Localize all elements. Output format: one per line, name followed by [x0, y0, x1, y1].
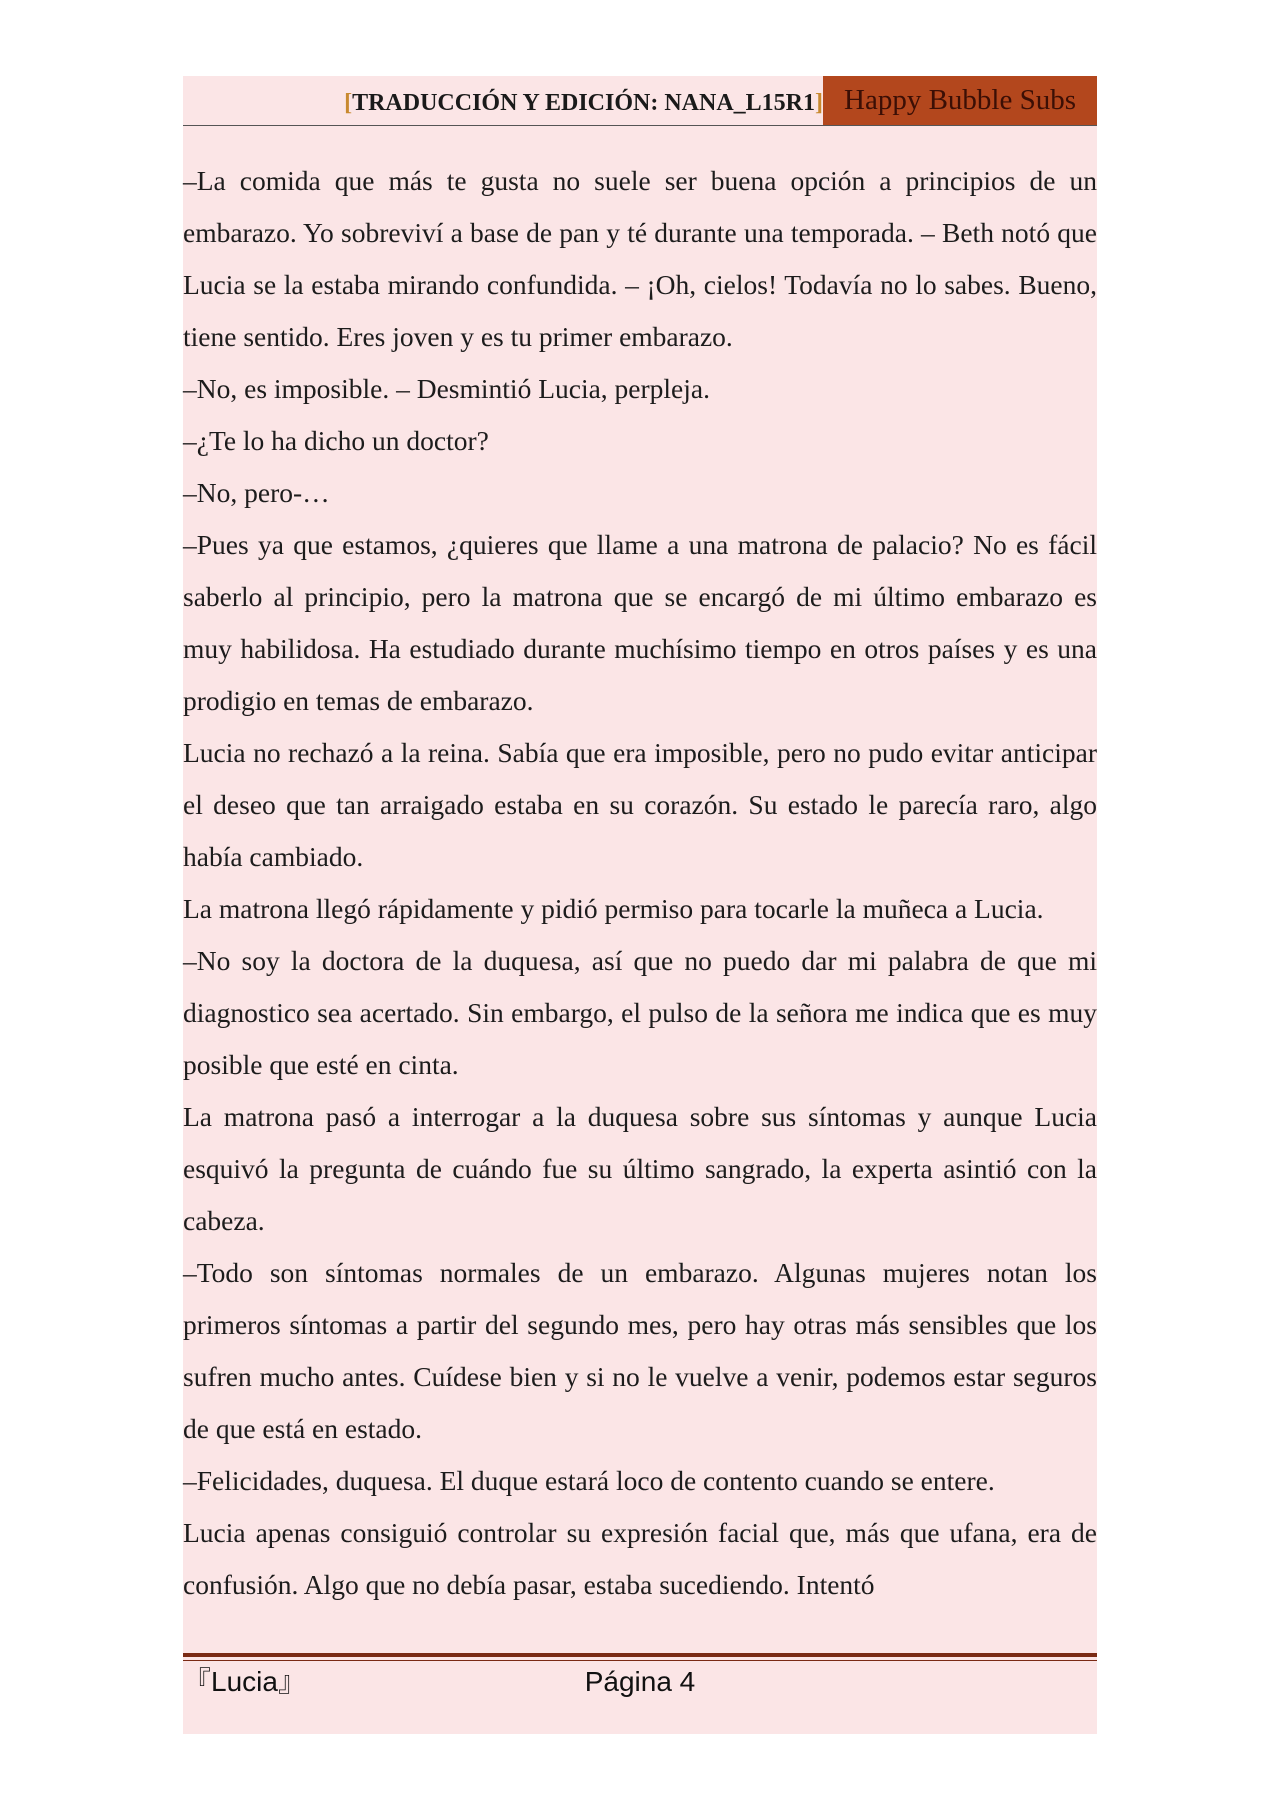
paragraph: –Felicidades, duquesa. El duque estará loco de contento cuando se entere. — [183, 1465, 995, 1496]
paragraph: –No soy la doctora de la duquesa, así que no puedo dar mi palabra de que mi diagnostico sea acertado. Sin embargo, el pulso de la señora me indica que es muy posible que esté en cinta. — [183, 945, 1097, 1080]
paragraph: La matrona llegó rápidamente y pidió permiso para tocarle la muñeca a Lucia. — [183, 893, 1044, 924]
page-number: Página 4 — [584, 1666, 696, 1697]
brand-label: Happy Bubble Subs — [823, 76, 1097, 125]
document-body — [183, 155, 1097, 1611]
paragraph: –No, es imposible. – Desmintió Lucia, perpleja. — [183, 373, 710, 404]
translation-credit — [344, 84, 823, 122]
credit-bracket-open: [ — [344, 90, 353, 116]
footer-divider-thin — [183, 1660, 1097, 1661]
paragraph: –Todo son síntomas normales de un embarazo. Algunas mujeres notan los primeros síntomas a partir del segundo mes, pero hay otras más sensibles que los sufren mucho antes. Cuídese bien y si no le vuelve a venir, podemos estar seguros de que está en estado. — [183, 1257, 1097, 1444]
book-title: 『Lucia』 — [183, 1666, 306, 1697]
paragraph: –Pues ya que estamos, ¿quieres que llame a una matrona de palacio? No es fácil saberlo al principio, pero la matrona que se encargó de mi último embarazo es muy habilidosa. Ha estudiado durante muchísimo tiempo en otros países y es una prodigio en temas de embarazo. — [183, 529, 1097, 716]
paragraph: –No, pero-… — [183, 477, 330, 508]
footer-divider-thick — [183, 1653, 1097, 1657]
page-header — [183, 76, 1097, 126]
paragraph: Lucia apenas consiguió controlar su expresión facial que, más que ufana, era de confusión. Algo que no debía pasar, estaba sucediendo. Intentó — [183, 1517, 1097, 1600]
credit-text: TRADUCCIÓN Y EDICIÓN: NANA_L15R1 — [352, 90, 815, 116]
paragraph: –¿Te lo ha dicho un doctor? — [183, 425, 489, 456]
credit-bracket-close: ] — [815, 90, 823, 116]
paragraph: Lucia no rechazó a la reina. Sabía que era imposible, pero no pudo evitar anticipar el deseo que tan arraigado estaba en su corazón. Su estado le parecía raro, algo había cambiado. — [183, 737, 1097, 872]
paragraph: –La comida que más te gusta no suele ser buena opción a principios de un embarazo. Yo sobreviví a base de pan y té durante una temporada. – Beth notó que Lucia se la estaba mirando confundida. – ¡Oh, cielos! Todavía no lo sabes. Bueno, tiene sentido. Eres joven y es tu primer embarazo. — [183, 165, 1097, 352]
paragraph: La matrona pasó a interrogar a la duquesa sobre sus síntomas y aunque Lucia esquivó la pregunta de cuándo fue su último sangrado, la experta asintió con la cabeza. — [183, 1101, 1097, 1236]
